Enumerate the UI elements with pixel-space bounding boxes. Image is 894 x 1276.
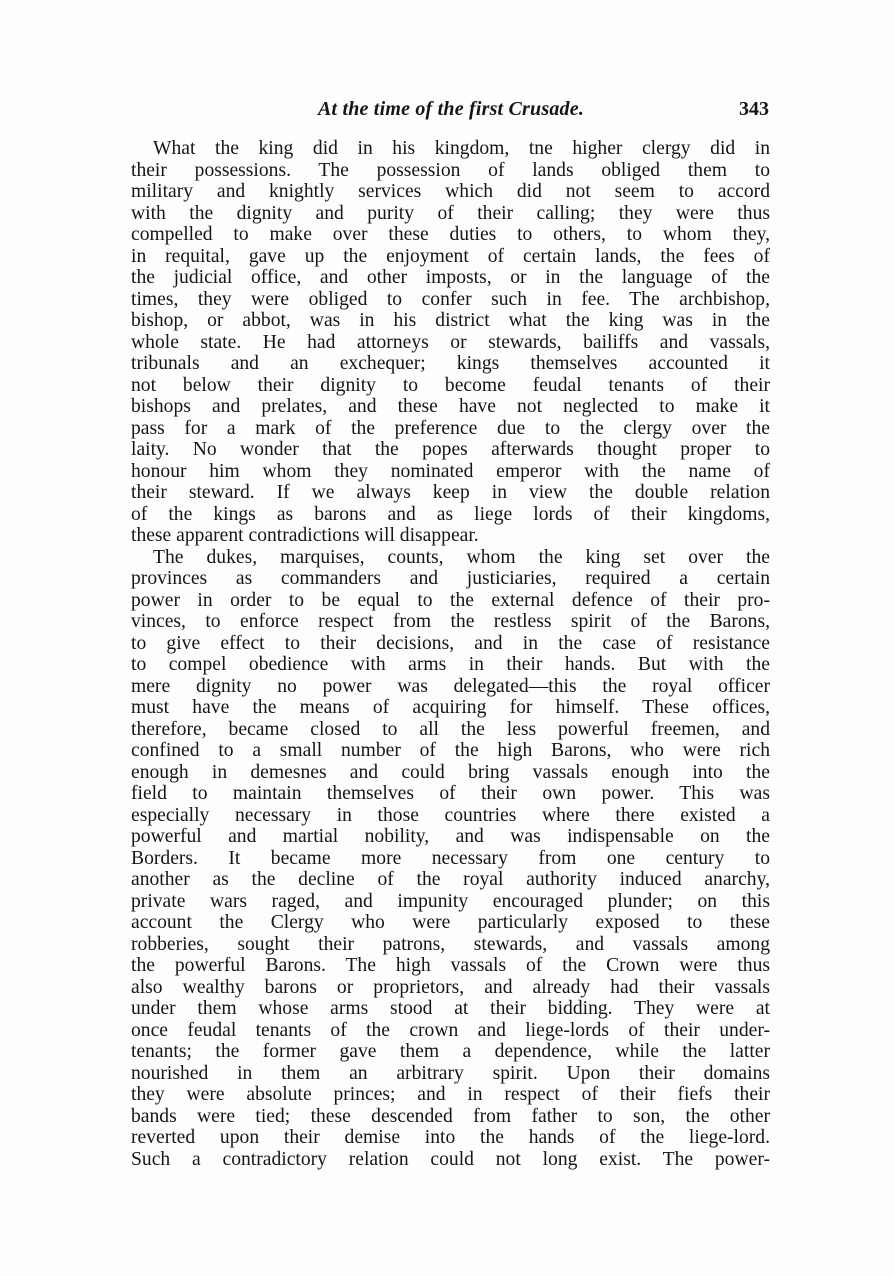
- text-line: their steward. If we always keep in view the double relation: [131, 482, 770, 503]
- text-line: especially necessary in those countries where there existed a: [131, 804, 770, 826]
- text-line: times, they were obliged to confer such in fee. The archbishop,: [131, 288, 770, 310]
- text-line: What the king did in his kingdom, tne higher clergy did in: [153, 138, 770, 159]
- text-line: tenants; the former gave them a dependence, while the latter: [131, 1041, 770, 1062]
- text-line: The dukes, marquises, counts, whom the king set over the: [153, 546, 770, 568]
- text-line: another as the decline of the royal authority induced anarchy,: [131, 869, 770, 890]
- text-line: robberies, sought their patrons, stewards, and vassals among: [131, 933, 770, 955]
- text-line: of the kings as barons and as liege lords of their kingdoms,: [131, 503, 770, 525]
- text-line: compelled to make over these duties to others, to whom they,: [131, 224, 770, 245]
- text-line: with the dignity and purity of their calling; they were thus: [131, 202, 770, 224]
- text-line: these apparent contradictions will disappear.: [131, 525, 479, 546]
- text-line: tribunals and an exchequer; kings themselves accounted it: [131, 353, 770, 374]
- page-number: 343: [739, 98, 769, 120]
- text-line: account the Clergy who were particularly exposed to these: [131, 912, 770, 933]
- text-line: must have the means of acquiring for himself. These offices,: [131, 697, 770, 718]
- text-line: Such a contradictory relation could not long exist. The power-: [131, 1148, 770, 1170]
- text-line: honour him whom they nominated emperor with the name of: [131, 460, 770, 482]
- text-line: whole state. He had attorneys or stewards, bailiffs and vassals,: [131, 331, 770, 353]
- text-line: once feudal tenants of the crown and liege-lords of their under-: [131, 1019, 770, 1041]
- text-line: private wars raged, and impunity encouraged plunder; on this: [131, 890, 770, 912]
- paragraph-1: [131, 138, 770, 547]
- text-line: the judicial office, and other imposts, or in the language of the: [131, 267, 770, 288]
- text-line: mere dignity no power was delegated—this the royal officer: [131, 675, 770, 697]
- text-line: nourished in them an arbitrary spirit. Upon their domains: [131, 1062, 770, 1084]
- text-line: laity. No wonder that the popes afterwards thought proper to: [131, 439, 770, 460]
- text-line: their possessions. The possession of lands obliged them to: [131, 159, 770, 181]
- text-line: power in order to be equal to the external defence of their pro-: [131, 589, 770, 611]
- text-line: the powerful Barons. The high vassals of the Crown were thus: [131, 955, 770, 976]
- text-line: under them whose arms stood at their bidding. They were at: [131, 998, 770, 1019]
- text-line: bishops and prelates, and these have not neglected to make it: [131, 396, 770, 417]
- text-line: to compel obedience with arms in their hands. But with the: [131, 654, 770, 675]
- text-line: enough in demesnes and could bring vassals enough into the: [131, 761, 770, 783]
- text-line: therefore, became closed to all the less powerful freemen, and: [131, 718, 770, 740]
- text-line: to give effect to their decisions, and in the case of resistance: [131, 632, 770, 654]
- text-line: also wealthy barons or proprietors, and already had their vassals: [131, 976, 770, 998]
- text-line: they were absolute princes; and in respect of their fiefs their: [131, 1084, 770, 1105]
- text-line: powerful and martial nobility, and was indispensable on the: [131, 826, 770, 847]
- text-line: Borders. It became more necessary from one century to: [131, 847, 770, 869]
- running-title: At the time of the first Crusade.: [317, 98, 585, 120]
- text-line: bands were tied; these descended from father to son, the other: [131, 1105, 770, 1127]
- body-text: [131, 138, 770, 1170]
- text-line: pass for a mark of the preference due to the clergy over the: [131, 417, 770, 439]
- text-line: reverted upon their demise into the hands of the liege-lord.: [131, 1127, 770, 1148]
- text-line: confined to a small number of the high Barons, who were rich: [131, 740, 770, 761]
- text-line: not below their dignity to become feudal tenants of their: [131, 374, 770, 396]
- running-head: [133, 98, 769, 126]
- text-line: military and knightly services which did not seem to accord: [131, 181, 770, 202]
- text-line: provinces as commanders and justiciaries, required a certain: [131, 568, 770, 589]
- text-line: bishop, or abbot, was in his district what the king was in the: [131, 310, 770, 331]
- paragraph-2: [131, 547, 770, 1171]
- text-line: in requital, gave up the enjoyment of certain lands, the fees of: [131, 245, 770, 267]
- text-line: vinces, to enforce respect from the restless spirit of the Barons,: [131, 611, 770, 632]
- text-line: field to maintain themselves of their own power. This was: [131, 783, 770, 804]
